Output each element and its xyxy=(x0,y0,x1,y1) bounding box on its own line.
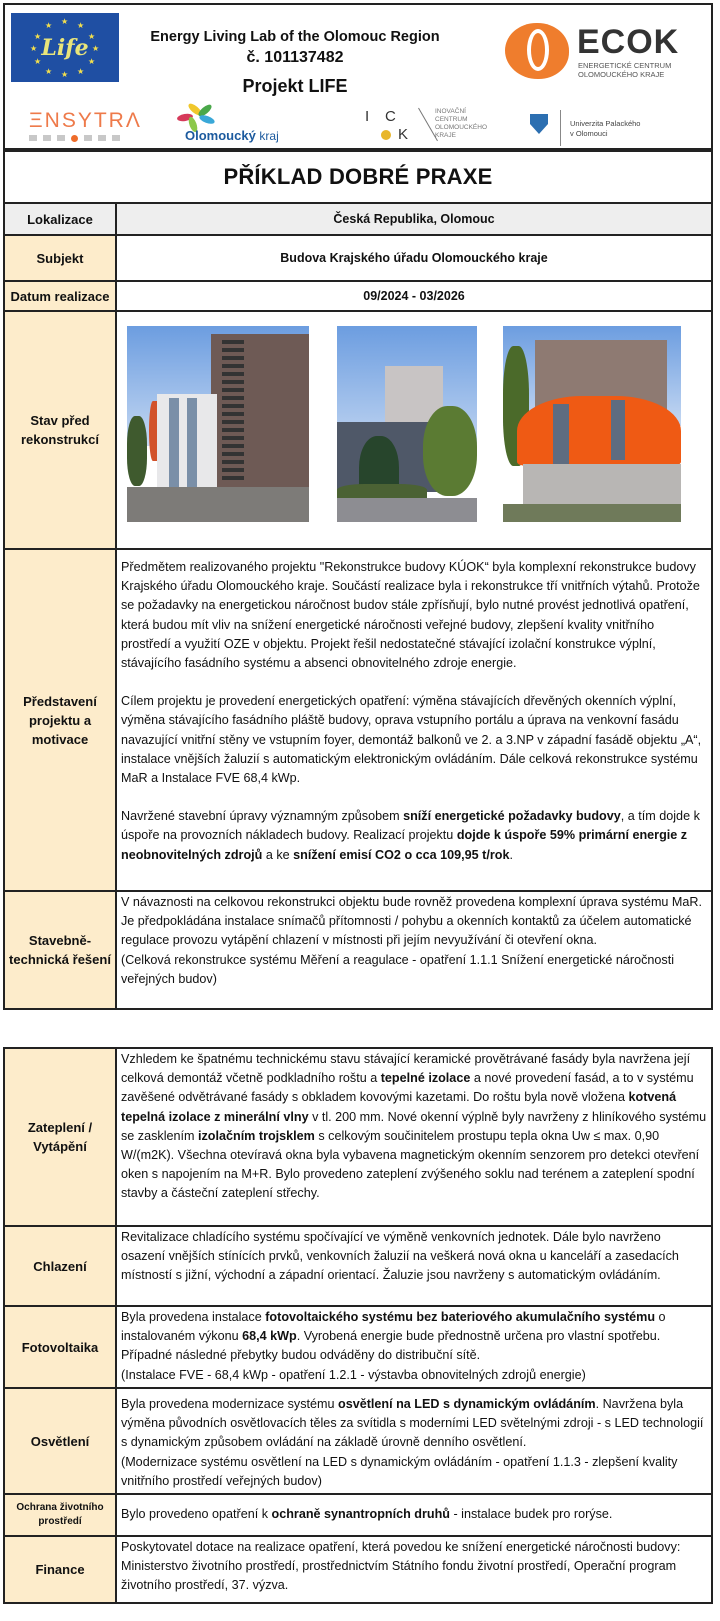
finance-text: Poskytovatel dotace na realizace opatření, která povedou ke snížení energetické náročnosti budovy: Ministerstvo životního prostředí, prostřednictvím Státního fondu životní prostředí, Operační program životního prostředí, 37. výzva. xyxy=(121,1540,681,1593)
fotovoltaika-text: Byla provedena instalace fotovoltaického systému bez bateriového akumulačního systému o instalovaném výkonu 68,4 kWp. Vyrobená energie bude přednostně určena pro vlastní spotřebu. Případné následné přebytky budou odváděny do distribuční sítě. (Instalace FVE - 68,4 kWp - opatření 1.2.1 - výstavba obnovitelných zdrojů energie) xyxy=(117,1307,711,1387)
ecok-subtitle-line2: OLOMOUCKÉHO KRAJE xyxy=(578,70,665,79)
ensytra-dots-icon xyxy=(29,135,142,142)
project-name: Energy Living Lab of the Olomouc Region xyxy=(150,29,440,45)
ochrana-text: Bylo provedeno opatření k ochraně synantropních druhů - instalace budek pro rorýse. xyxy=(121,1506,613,1521)
ecok-name: ECOK xyxy=(577,23,680,61)
photo-gallery xyxy=(117,312,711,542)
label-finance: Finance xyxy=(5,1537,117,1602)
label-zatepleni: Zateplení / Vytápění xyxy=(5,1049,117,1225)
osvetleni-text: Byla provedena modernizace systému osvětlení na LED s dynamickým ovládáním. Navržena byla výměna původních osvětlovacích těles za svítidla s moderními LED světelnými zdroji - s LED technologií s dynamickým způsobem ovládání na základě úrovně denního osvětlení. (Modernizace systému osvětlení na LED s dynamickým ovládáním - opatření 1.1.3 - zlepšení kvality vnitřního prostředí veřejných budov) xyxy=(117,1389,711,1493)
ensytra-logo xyxy=(29,110,142,142)
ecok-subtitle xyxy=(578,61,671,79)
building-orange-rotunda-photo xyxy=(503,326,681,522)
row-stav xyxy=(5,310,711,548)
olomoucky-kraj-name: Olomoucký kraj xyxy=(185,128,279,143)
project-title-block xyxy=(125,27,465,101)
ick-logo xyxy=(363,108,503,146)
project-number: č. 101137482 xyxy=(246,49,344,66)
life-logo-text: Life xyxy=(41,35,89,61)
row-fotovoltaika xyxy=(5,1305,711,1387)
label-datum: Datum realizace xyxy=(5,282,117,310)
label-lokalizace: Lokalizace xyxy=(5,204,117,234)
fotovoltaika-note: (Instalace FVE - 68,4 kWp - opatření 1.2.1 - výstavba obnovitelných zdrojů energie) xyxy=(121,1367,586,1382)
chlazeni-text: Revitalizace chladícího systému spočívající ve výměně venkovních jednotek. Dále bylo navrženo osazení vnějších stínících prvků, venkovních žaluzií na veškerá nová okna u kanceláří a zasedacích místností s jižní, východní a západní orientací. Žaluzie jsou navrženy s automatickým ovládáním. xyxy=(121,1230,679,1283)
value-subjekt: Budova Krajského úřadu Olomouckého kraje xyxy=(280,251,548,265)
ick-dot-icon xyxy=(381,130,391,140)
stavebne-paragraph-2: (Celková rekonstrukce systému Měření a reagulace - opatření 1.1.1 Snížení energetické náročnosti veřejných budov) xyxy=(121,952,675,986)
page-title: PŘÍKLAD DOBRÉ PRAXE xyxy=(223,164,493,189)
label-predstaveni: Představení projektu a motivace xyxy=(5,550,117,890)
eu-stars-icon: ★ ★ ★ ★ ★ ★ ★ ★ ★ ★ ★ ★ xyxy=(30,17,100,79)
label-stav: Stav před rekonstrukcí xyxy=(5,312,117,548)
divider xyxy=(560,110,561,146)
eu-life-flag-icon xyxy=(11,13,119,82)
program-name: Projekt LIFE xyxy=(242,76,348,96)
upol-shield-icon xyxy=(530,114,548,134)
row-stavebne xyxy=(5,890,711,1008)
ecok-logo xyxy=(505,23,705,83)
value-lokalizace: Česká Republika, Olomouc xyxy=(117,204,711,234)
upol-name: Univerzita Palackého v Olomouci xyxy=(570,119,641,138)
label-ochrana: Ochrana životního prostředí xyxy=(5,1495,117,1535)
ecok-mark-icon xyxy=(505,23,569,79)
row-finance xyxy=(5,1535,711,1602)
label-stavebne: Stavebně-technická řešení xyxy=(5,892,117,1008)
upol-logo xyxy=(530,110,700,146)
partner-logos xyxy=(5,100,711,148)
row-ochrana xyxy=(5,1493,711,1535)
row-subjekt xyxy=(5,234,711,280)
predstaveni-paragraph-3: Navržené stavební úpravy významným způsobem sníží energetické požadavky budovy, a tím dojde k úspoře na provozních nákladech budovy. Realizací projektu dojde k úspoře 59% primární energie z neobnovitelných zdrojů a ke snížení emisí CO2 o cca 109,95 t/rok. xyxy=(121,809,700,862)
osvetleni-note: (Modernizace systému osvětlení na LED s dynamickým ovládáním - opatření 1.1.3 - zlepšení kvality vnitřního prostředí veřejných budov) xyxy=(121,1454,678,1488)
ensytra-name: ΞNSYTRΛ xyxy=(29,109,142,132)
row-chlazeni xyxy=(5,1225,711,1305)
value-datum: 09/2024 - 03/2026 xyxy=(363,289,465,303)
label-fotovoltaika: Fotovoltaika xyxy=(5,1307,117,1387)
row-osvetleni xyxy=(5,1387,711,1493)
olomoucky-kraj-logo xyxy=(165,102,315,146)
good-practice-table xyxy=(3,150,713,1010)
measures-table xyxy=(3,1047,713,1604)
building-front-scaffolding-photo xyxy=(127,326,309,522)
building-tower-garden-photo xyxy=(337,326,477,522)
ick-text: INOVAČNÍ CENTRUM OLOMOUCKÉHO KRAJE xyxy=(435,108,488,139)
predstaveni-paragraph-1: Předmětem realizovaného projektu "Rekonstrukce budovy KÚOK“ byla komplexní rekonstrukce budovy Krajského úřadu Olomouckého kraje. Součástí realizace byla i rekonstrukce tří vnitřních výtahů. Protože se požadavky na energetickou náročnost budov stále zpřísňují, bylo nutné provést jednotlivá opatření, která budou mít vliv na snížení energetické náročnosti veřejné budovy, zlepšení kvality vnitřního prostředí a využití OZE v objektu. Projekt řešil nedostatečné stávající izolační konstrukce výplní, stávajícího fasádního systému a absenci obnovitelného zdroje energie. xyxy=(121,560,700,671)
predstaveni-paragraph-2: Cílem projektu je provedení energetických opatření: výměna stávajících dřevěných okenních výplní, výměna stávajícího fasádního pláště budovy, oprava vstupního portálu a úprava na venkovní fasádu navazující vnitřní stěny ve vstupním foyer, demontáž balkonů ve 2. a 3.NP v západní fasádě objektu „A“, instalace vnějších žaluzií s automatickým elektronickým ovládáním. Dále celková rekonstrukce systému MaR a Instalace FVE 68,4 kWp. xyxy=(121,694,702,786)
row-datum xyxy=(5,280,711,310)
zatepleni-text: Vzhledem ke špatnému technickému stavu stávající keramické provětrávané fasády byla navržena její celková demontáž včetně podkladního roštu a tepelné izolace a nové provedení fasád, a to v systému zavěšené odvětrávané fasády s obkladem kovovými kazetami. Do roštu byla nově vložena kotvená tepelná izolace z minerální vlny v tl. 200 mm. Nové okenní výplně byly navrženy z hliníkového systému se zasklením izolačním trojsklem s celkovým součinitelem prostupu tepla okna Uw ≤ max. 0,90 W/(m2K). Všechna otevíravá okna byla vybavena magnetickým okenním senzorem pro detekci otevření oken s napojením na M+R. Bylo provedeno zateplení zvýšeného soklu nad terénem a zateplení spodní stavby a částeční zateplení střechy. xyxy=(121,1052,707,1201)
ick-letters: I C K xyxy=(365,108,409,143)
header-banner xyxy=(3,3,713,150)
label-chlazeni: Chlazení xyxy=(5,1227,117,1305)
row-predstaveni xyxy=(5,548,711,890)
stavebne-text xyxy=(117,892,711,1008)
row-lokalizace xyxy=(5,202,711,234)
stavebne-paragraph-1: V návaznosti na celkovou rekonstrukci objektu bude rovněž provedena komplexní úprava systému MaR. Je předpokládána instalace snímačů přítomnosti / pohybu a okenních kontaktů za účelem automatické regulace provozu vytápění chlazení v místnosti při jejím nevyužívání či otevření okna. xyxy=(121,895,703,948)
label-subjekt: Subjekt xyxy=(5,236,117,280)
label-osvetleni: Osvětlení xyxy=(5,1389,117,1493)
ecok-subtitle-line1: ENERGETICKÉ CENTRUM xyxy=(578,61,672,70)
predstaveni-text xyxy=(117,550,711,890)
row-zatepleni xyxy=(5,1049,711,1225)
